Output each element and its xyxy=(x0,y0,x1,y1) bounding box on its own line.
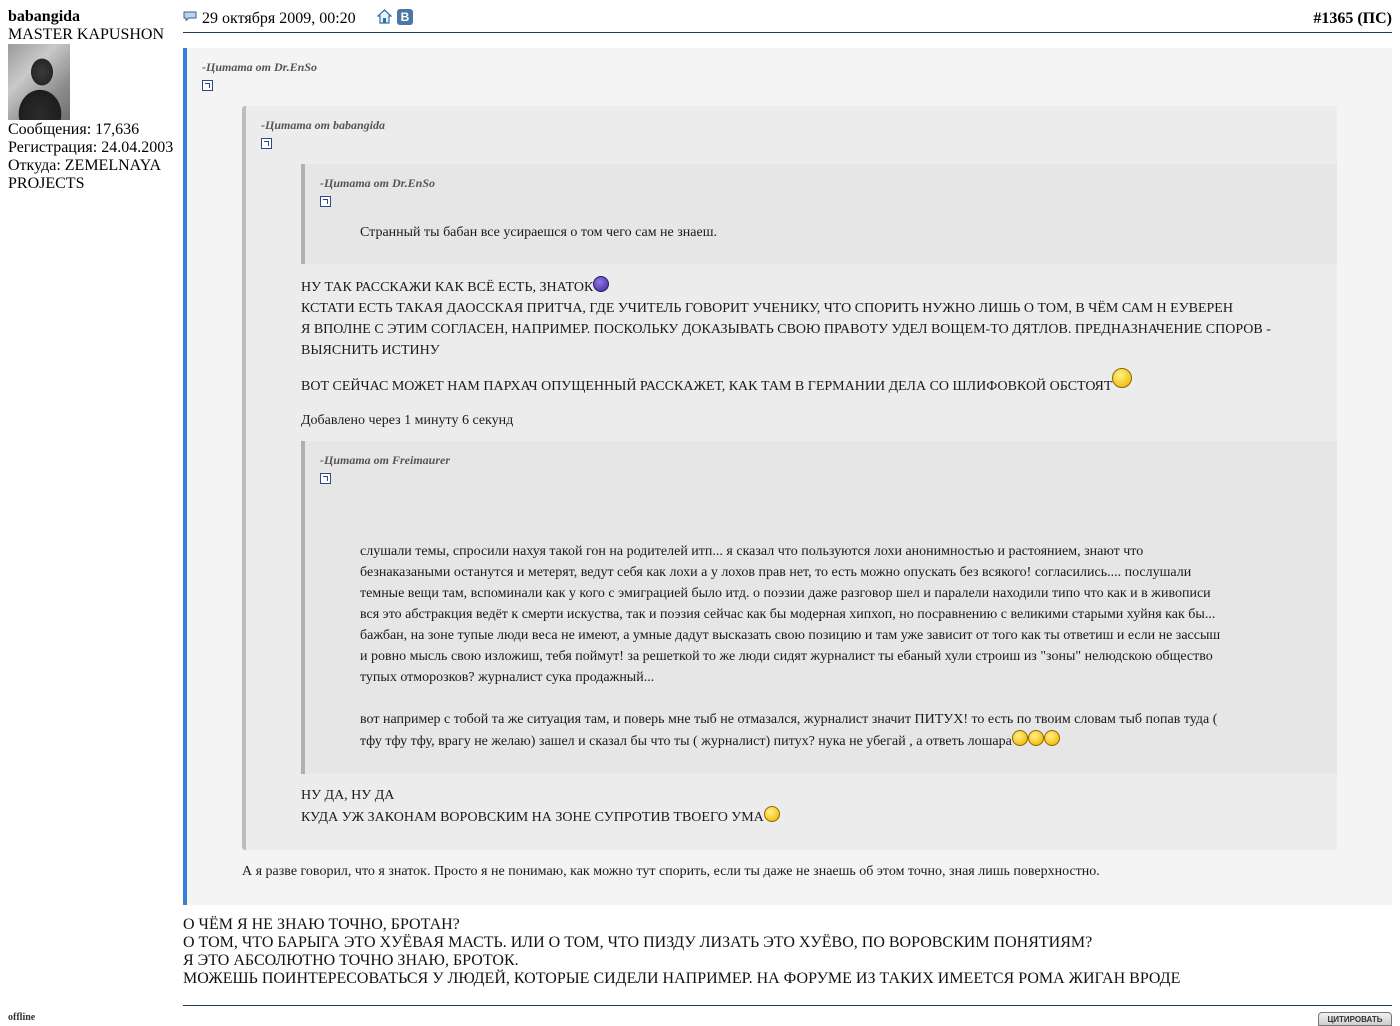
smile-icon xyxy=(1028,730,1044,746)
quote-line: и ровно мысль свою изложиш, тебя поймут! за решеткой то же люди сидят журналист ты ебаный хули строиш из "зоны" нелюдскою общество xyxy=(360,649,1213,664)
quote-line: бажбан, на зоне тупые люди веса не имеют, а умные дадут высказать свою позицию и там уже зависит от того как ты ответиш и если не зассыш xyxy=(360,628,1221,643)
user-location: Откуда: ZEMELNAYA PROJECTS xyxy=(8,157,161,192)
user-posts: Сообщения: 17,636 xyxy=(8,121,140,138)
post-body-line: О ТОМ, ЧТО БАРЫГА ЭТО ХУЁВАЯ МАСТЬ. ИЛИ О ТОМ, ЧТО ПИЗДУ ЛИЗАТЬ ЭТО ХУЁВО, ПО ВОРОВСКИМ ПОНЯТИЯМ? xyxy=(183,934,1093,951)
quote-block-level3 xyxy=(301,164,1337,264)
avatar[interactable] xyxy=(8,44,70,120)
post-body-line: О ЧЁМ Я НЕ ЗНАЮ ТОЧНО, БРОТАН? xyxy=(183,916,460,933)
user-title: MASTER KAPUSHON xyxy=(8,26,165,43)
quote-line: ВЫЯСНИТЬ ИСТИНУ xyxy=(301,343,440,358)
vk-icon[interactable]: В xyxy=(397,9,413,25)
username[interactable]: babangida xyxy=(8,8,81,25)
post-footer-divider xyxy=(183,1005,1392,1006)
post-number[interactable]: #1365 (ПС) xyxy=(1313,10,1392,27)
user-registered: Регистрация: 24.04.2003 xyxy=(8,139,174,156)
quote-line: вот например с тобой та же ситуация там, и поверь мне тыб не отмазался, журналист значит ПИТУХ! то есть по твоим словам тыб попав туда ( xyxy=(360,712,1218,727)
user-info xyxy=(8,8,178,193)
post-body-line: МОЖЕШЬ ПОИНТЕРЕСОВАТЬСЯ У ЛЮДЕЙ, КОТОРЫЕ СИДЕЛИ НАПРИМЕР. НА ФОРУМЕ ИЗ ТАКИХ ИМЕЕТСЯ РОМА ЖИГАН ВРОДЕ xyxy=(183,970,1181,987)
smile-icon xyxy=(764,806,780,822)
smile-icon xyxy=(1112,368,1132,388)
quote-line: НУ ДА, НУ ДА xyxy=(301,788,395,803)
post-icon xyxy=(183,11,197,21)
smile-icon xyxy=(1044,730,1060,746)
quote-title: -Цитата от Freimaurer xyxy=(320,453,451,467)
quote-line: темные вещи там, вспоминали как у кого с эмиграцией было итд. о поэзии даже разговор шел и паралели находили типо что как и в живописи xyxy=(360,586,1211,601)
quote-line: безнаказаными останутся и метерят, ведут себя как лохи а у лохов прав нет, то есть можно опускать без всякого! согласились.... послушали xyxy=(360,565,1192,580)
quote-title: -Цитата от babangida xyxy=(261,118,386,132)
quote-text: Странный ты бабан все усираешся о том чего сам не знаеш. xyxy=(360,225,717,240)
quote-title: -Цитата от Dr.EnSo xyxy=(320,176,436,190)
quote-line xyxy=(301,276,609,298)
quote-line: слушали темы, спросили нахуя такой гон на родителей итп... я сказал что пользуются лохи анонимностью и растоянием, знают что xyxy=(360,544,1144,559)
smile-icon xyxy=(1012,730,1028,746)
smile-icon xyxy=(593,276,609,292)
quote-link-icon[interactable] xyxy=(261,138,272,149)
quote-button[interactable]: ЦИТИРОВАТЬ xyxy=(1318,1012,1392,1026)
added-note: Добавлено через 1 минуту 6 секунд xyxy=(301,413,514,428)
quote-line-text: тфу тфу тфу, врагу не желаю) зашел и сказал бы что ты ( журналист) питух? нука не убегай , а ответь лошара xyxy=(360,734,1012,749)
quote-line: Я ВПОЛНЕ С ЭТИМ СОГЛАСЕН, НАПРИМЕР. ПОСКОЛЬКУ ДОКАЗЫВАТЬ СВОЮ ПРАВОТУ УДЕЛ ВОЩЕМ-ТО ДЯТЛОВ. ПРЕДНАЗНАЧЕНИЕ СПОРОВ - xyxy=(301,322,1271,337)
quote-line xyxy=(301,806,780,828)
quote-line: тупых отморозков? журналист сука продажный... xyxy=(360,670,655,685)
quote-line xyxy=(360,730,1060,752)
post-header xyxy=(183,8,1392,33)
quote-line-text: НУ ТАК РАССКАЖИ КАК ВСЁ ЕСТЬ, ЗНАТОК xyxy=(301,280,594,295)
quote-line: КСТАТИ ЕСТЬ ТАКАЯ ДАОССКАЯ ПРИТЧА, ГДЕ УЧИТЕЛЬ ГОВОРИТ УЧЕНИКУ, ЧТО СПОРИТЬ НУЖНО ЛИШЬ О ТОМ, В ЧЁМ САМ Н ЕУВЕРЕН xyxy=(301,301,1233,316)
home-icon[interactable] xyxy=(377,9,392,24)
post-body-line: Я ЭТО АБСОЛЮТНО ТОЧНО ЗНАЮ, БРОТОК. xyxy=(183,952,519,969)
quote-title: -Цитата от Dr.EnSo xyxy=(202,60,318,74)
post-date: 29 октября 2009, 00:20 xyxy=(202,10,356,27)
quote-line-text: КУДА УЖ ЗАКОНАМ ВОРОВСКИМ НА ЗОНЕ СУПРОТИВ ТВОЕГО УМА xyxy=(301,810,764,825)
quote-text: А я разве говорил, что я знаток. Просто я не понимаю, как можно тут спорить, если ты даже не знаешь об этом точно, зная лишь поверхностно. xyxy=(242,864,1100,879)
quote-link-icon[interactable] xyxy=(320,473,331,484)
online-status: offline xyxy=(8,1012,36,1023)
quote-link-icon[interactable] xyxy=(320,196,331,207)
quote-line xyxy=(301,368,1132,397)
quote-line: вся это абстракция ведёт к смерти искуства, так и поэзия сейчас как бы модерная хипхоп, но посравнению с великими старыми хуйня как бы... xyxy=(360,607,1216,622)
quote-line-text: ВОТ СЕЙЧАС МОЖЕТ НАМ ПАРХАЧ ОПУЩЕННЫЙ РАССКАЖЕТ, КАК ТАМ В ГЕРМАНИИ ДЕЛА СО ШЛИФОВКОЙ ОБСТОЯТ xyxy=(301,379,1113,394)
quote-link-icon[interactable] xyxy=(202,80,213,91)
